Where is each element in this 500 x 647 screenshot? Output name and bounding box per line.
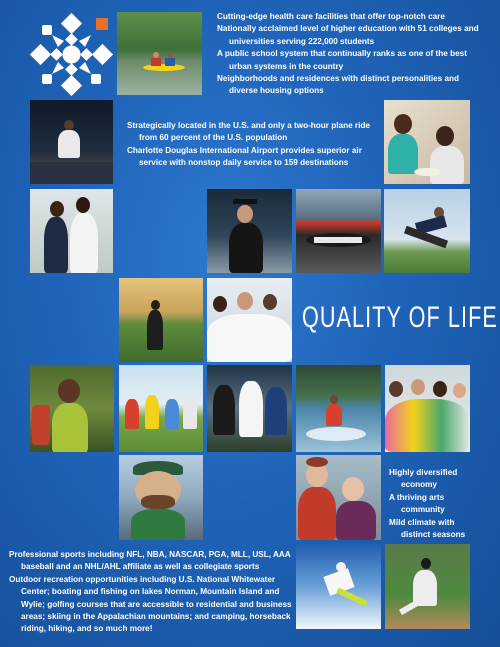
- location-bullet-geography: Strategically located in the U.S. and only a two-hour plane ride from 60 percent of the U.S. population: [127, 121, 370, 143]
- location-bullet-list: [127, 120, 379, 170]
- photo-graduation: [207, 189, 292, 273]
- photo-kayaking: [117, 12, 202, 95]
- photo-stretching: [384, 189, 470, 273]
- right-bullet-economy: Highly diversified economy: [389, 468, 458, 490]
- photo-mascot: [119, 455, 203, 540]
- top-bullet-health: Cutting-edge health care facilities that offer top-notch care: [217, 12, 445, 21]
- photo-waterskiing: [296, 365, 381, 452]
- photo-school-kids: [385, 365, 470, 452]
- photo-medical-students: [207, 278, 292, 362]
- photo-kids-running: [119, 365, 203, 452]
- photo-hiker: [30, 365, 114, 452]
- right-bullet-climate: Mild climate with distinct seasons: [389, 517, 466, 540]
- bottom-bullet-outdoor: Outdoor recreation opportunities including U.S. National Whitewater Center; boating and fishing on lakes Norman, Mountain Island and Wylie; golfing courses that are accessible to residential and business areas; skiing in the Appalachian mountains; and camping, horseback riding, hiking, and so much more!: [9, 574, 292, 634]
- top-bullet-schools: A public school system that continually ranks as one of the best urban systems in the country: [217, 49, 467, 71]
- photo-speedway: [296, 189, 381, 273]
- top-bullet-neighborhoods: Neighborhoods and residences with distinct personalities and diverse housing options: [217, 74, 460, 96]
- page-title: QUALITY OF LIFE: [302, 301, 498, 334]
- right-bullet-arts: A thriving arts community: [389, 492, 445, 515]
- photo-couple-walking: [30, 189, 113, 273]
- logo: [30, 13, 113, 96]
- logo-mark-icon: [30, 13, 113, 96]
- top-bullet-list: [217, 11, 487, 98]
- bottom-bullet-list: [9, 549, 297, 636]
- bottom-bullet-sports: Professional sports including NFL, NBA, NASCAR, PGA, MLL, USL, AAA baseball and an NHL/AHL affiliate as well as collegiate sports: [9, 550, 291, 572]
- photo-golf: [119, 278, 203, 362]
- photo-seniors: [296, 455, 381, 540]
- photo-baseball: [385, 544, 470, 629]
- top-bullet-education: Nationally acclaimed level of higher education with 51 colleges and universities serving 222,000 students: [217, 24, 479, 46]
- logo-accent-square: [96, 18, 108, 30]
- photo-snowboarding: [296, 544, 381, 629]
- photo-basketball: [30, 100, 113, 184]
- right-bullet-list: [389, 467, 485, 541]
- photo-family-dinner: [384, 100, 470, 184]
- photo-football: [207, 365, 292, 452]
- location-bullet-airport: Charlotte Douglas International Airport provides superior air service with nonstop daily service to 159 destinations: [127, 145, 362, 168]
